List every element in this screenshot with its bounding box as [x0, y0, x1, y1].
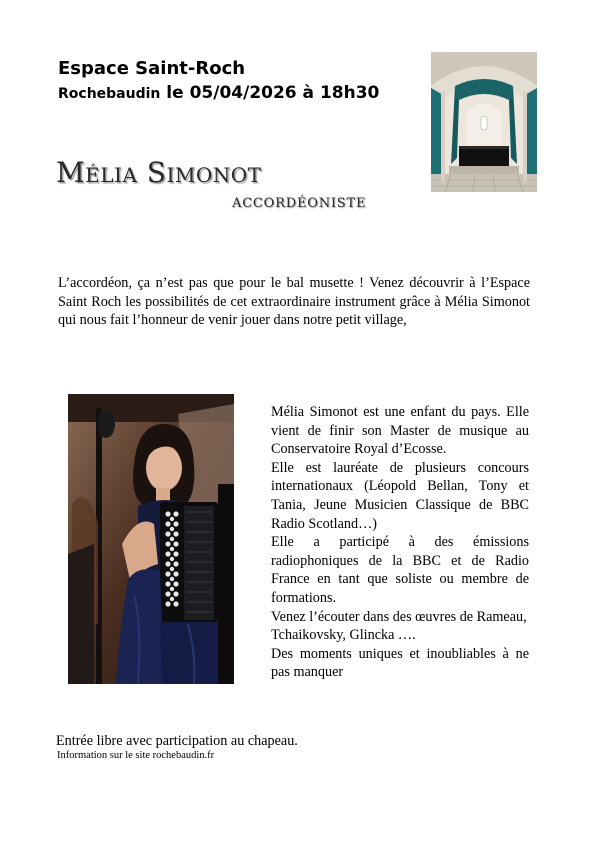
artist-role: accordéoniste [232, 190, 367, 212]
bio-paragraph: Elle a participé à des émissions radiophoniques de la BBC et de Radio France en tant que soliste ou membre de formations. [271, 534, 529, 606]
event-date-line [58, 83, 379, 103]
chapel-interior-photo [431, 52, 537, 192]
intro-paragraph: L’accordéon, ça n’est pas que pour le bal musette ! Venez découvrir à l’Espace Saint Roch les possibilités de cet extraordinaire instrument grâce à Mélia Simonot qui nous fait l’honneur de venir jouer dans notre petit village, [58, 275, 530, 329]
bio-paragraph: Elle est lauréate de plusieurs concours internationaux (Léopold Bellan, Tony et Tania, Jeune Musicien Classique de BBC Radio Scotland…) [271, 459, 529, 532]
bio-paragraph: Mélia Simonot est une enfant du pays. Elle vient de finir son Master de musique au Conservatoire Royal d’Ecosse. [271, 404, 529, 458]
biography [271, 403, 529, 682]
bio-paragraph: Des moments uniques et inoubliables à ne pas manquer [271, 645, 529, 681]
artist-name: Mélia Simonot [56, 156, 262, 189]
town-name: Rochebaudin [58, 86, 161, 102]
entry-note: Entrée libre avec participation au chapeau. [56, 733, 298, 749]
website-info: Information sur le site rochebaudin.fr [57, 750, 215, 761]
bio-paragraph: Venez l’écouter dans des œuvres de Rameau, Tchaikovsky, Glincka …. [271, 608, 527, 644]
venue-title: Espace Saint-Roch [58, 58, 246, 79]
accordionist-photo [68, 394, 234, 684]
event-date: le 05/04/2026 à 18h30 [160, 83, 380, 103]
